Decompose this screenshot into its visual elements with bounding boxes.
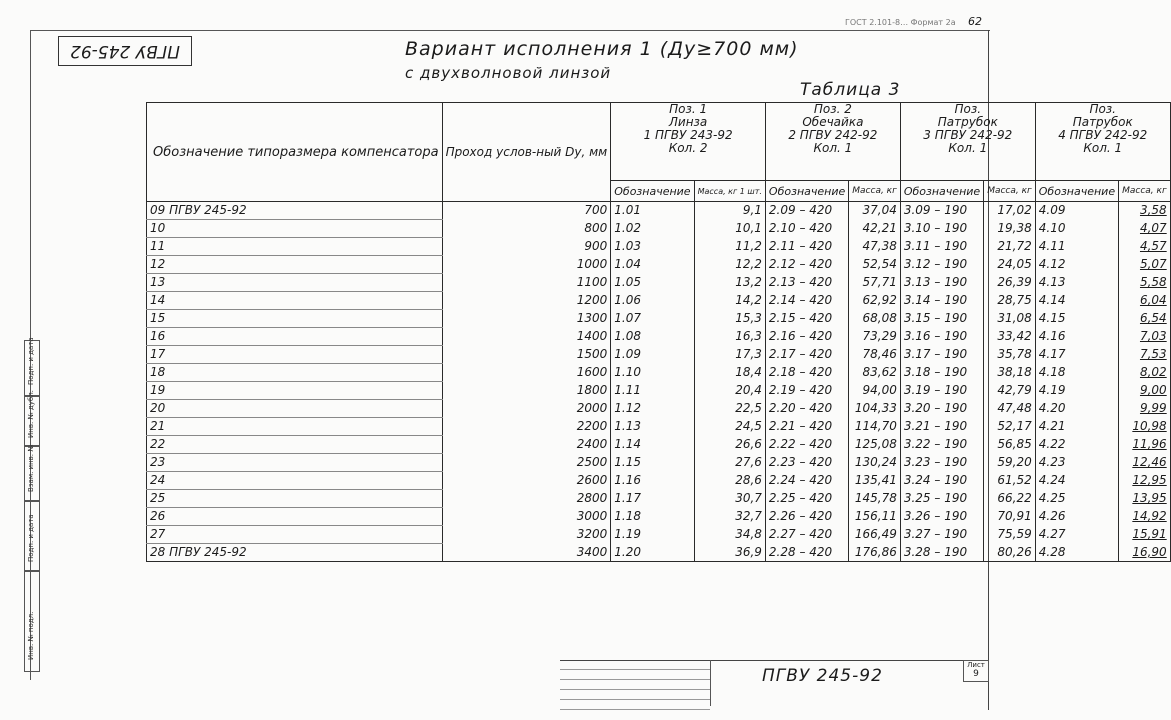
lens-mass: 27,6 <box>694 454 765 472</box>
variant-title: Вариант исполнения 1 (Ду≥700 мм) <box>405 38 799 60</box>
pipe3-designation: 3.13 – 190 <box>900 274 983 292</box>
nominal-diameter: 900 <box>442 238 611 256</box>
row-designation: 28 ПГВУ 245-92 <box>147 544 443 562</box>
pipe4-designation: 4.22 <box>1035 436 1118 454</box>
pipe3-designation: 3.11 – 190 <box>900 238 983 256</box>
lens-designation: 1.03 <box>611 238 694 256</box>
lens-mass: 32,7 <box>694 508 765 526</box>
shell-designation: 2.26 – 420 <box>765 508 848 526</box>
pipe4-designation: 4.27 <box>1035 526 1118 544</box>
lens-mass: 15,3 <box>694 310 765 328</box>
shell-designation: 2.23 – 420 <box>765 454 848 472</box>
pipe4-mass: 6,04 <box>1119 292 1171 310</box>
shell-mass: 176,86 <box>849 544 901 562</box>
nominal-diameter: 2200 <box>442 418 611 436</box>
lens-designation: 1.06 <box>611 292 694 310</box>
lens-mass: 10,1 <box>694 220 765 238</box>
pipe4-mass: 5,58 <box>1119 274 1171 292</box>
shell-designation: 2.21 – 420 <box>765 418 848 436</box>
row-designation: 17 <box>147 346 443 364</box>
table-row <box>147 400 1171 418</box>
shell-mass: 156,11 <box>849 508 901 526</box>
row-designation: 11 <box>147 238 443 256</box>
sub-header-mass: Масса, кг <box>984 181 1036 202</box>
shell-designation: 2.18 – 420 <box>765 364 848 382</box>
lens-designation: 1.17 <box>611 490 694 508</box>
title-block-grid <box>560 660 711 706</box>
shell-designation: 2.17 – 420 <box>765 346 848 364</box>
row-designation: 16 <box>147 328 443 346</box>
shell-mass: 47,38 <box>849 238 901 256</box>
row-designation: 18 <box>147 364 443 382</box>
shell-designation: 2.12 – 420 <box>765 256 848 274</box>
pipe3-designation: 3.12 – 190 <box>900 256 983 274</box>
pipe3-mass: 59,20 <box>984 454 1036 472</box>
row-designation: 25 <box>147 490 443 508</box>
pipe3-mass: 28,75 <box>984 292 1036 310</box>
group-line: Патрубок <box>1072 115 1133 129</box>
strip-label: Подп. и дата <box>27 514 35 562</box>
group-line: Кол. 1 <box>948 141 988 155</box>
shell-designation: 2.11 – 420 <box>765 238 848 256</box>
shell-mass: 73,29 <box>849 328 901 346</box>
pipe4-designation: 4.13 <box>1035 274 1118 292</box>
shell-mass: 130,24 <box>849 454 901 472</box>
nominal-diameter: 1800 <box>442 382 611 400</box>
table-row <box>147 310 1171 328</box>
shell-mass: 57,71 <box>849 274 901 292</box>
pipe3-mass: 33,42 <box>984 328 1036 346</box>
pipe3-mass: 75,59 <box>984 526 1036 544</box>
compensator-table <box>146 102 1171 562</box>
pipe3-mass: 80,26 <box>984 544 1036 562</box>
pipe4-designation: 4.23 <box>1035 454 1118 472</box>
strip-label: Подп. и дата <box>27 337 35 385</box>
table-row <box>147 508 1171 526</box>
pipe4-designation: 4.19 <box>1035 382 1118 400</box>
pipe3-mass: 38,18 <box>984 364 1036 382</box>
nominal-diameter: 1400 <box>442 328 611 346</box>
nominal-diameter: 1300 <box>442 310 611 328</box>
pipe4-designation: 4.14 <box>1035 292 1118 310</box>
lens-designation: 1.16 <box>611 472 694 490</box>
pipe3-mass: 61,52 <box>984 472 1036 490</box>
lens-designation: 1.04 <box>611 256 694 274</box>
table-row <box>147 526 1171 544</box>
header-group-pipe-3 <box>900 103 1035 181</box>
pipe3-designation: 3.21 – 190 <box>900 418 983 436</box>
pipe3-mass: 31,08 <box>984 310 1036 328</box>
pipe3-designation: 3.23 – 190 <box>900 454 983 472</box>
sub-header-mass-unit: Масса, кг 1 шт. <box>694 181 765 202</box>
table-row <box>147 220 1171 238</box>
shell-designation: 2.15 – 420 <box>765 310 848 328</box>
pipe4-designation: 4.09 <box>1035 202 1118 220</box>
pipe4-designation: 4.10 <box>1035 220 1118 238</box>
sheet-label: Лист <box>967 661 985 669</box>
shell-mass: 83,62 <box>849 364 901 382</box>
table-row <box>147 382 1171 400</box>
row-designation: 22 <box>147 436 443 454</box>
header-designation: Обозначение типоразмера компенсатора <box>147 103 443 202</box>
shell-mass: 166,49 <box>849 526 901 544</box>
pipe4-mass: 7,53 <box>1119 346 1171 364</box>
pipe4-designation: 4.25 <box>1035 490 1118 508</box>
shell-mass: 62,92 <box>849 292 901 310</box>
pipe4-designation: 4.28 <box>1035 544 1118 562</box>
row-designation: 27 <box>147 526 443 544</box>
lens-mass: 26,6 <box>694 436 765 454</box>
pipe4-mass: 8,02 <box>1119 364 1171 382</box>
nominal-diameter: 1200 <box>442 292 611 310</box>
pipe3-mass: 52,17 <box>984 418 1036 436</box>
sub-header-mass: Масса, кг <box>1119 181 1171 202</box>
shell-mass: 78,46 <box>849 346 901 364</box>
table-row <box>147 454 1171 472</box>
pipe4-designation: 4.17 <box>1035 346 1118 364</box>
pipe3-designation: 3.09 – 190 <box>900 202 983 220</box>
shell-designation: 2.28 – 420 <box>765 544 848 562</box>
group-line: Кол. 1 <box>813 141 853 155</box>
pipe3-mass: 70,91 <box>984 508 1036 526</box>
pipe3-mass: 24,05 <box>984 256 1036 274</box>
lens-mass: 11,2 <box>694 238 765 256</box>
nominal-diameter: 2500 <box>442 454 611 472</box>
table-row <box>147 544 1171 562</box>
lens-mass: 12,2 <box>694 256 765 274</box>
pipe3-designation: 3.22 – 190 <box>900 436 983 454</box>
lens-designation: 1.01 <box>611 202 694 220</box>
shell-mass: 104,33 <box>849 400 901 418</box>
table-row <box>147 202 1171 220</box>
row-designation: 19 <box>147 382 443 400</box>
lens-mass: 22,5 <box>694 400 765 418</box>
row-designation: 15 <box>147 310 443 328</box>
pipe4-mass: 9,99 <box>1119 400 1171 418</box>
pipe4-mass: 3,58 <box>1119 202 1171 220</box>
pipe4-mass: 15,91 <box>1119 526 1171 544</box>
shell-mass: 68,08 <box>849 310 901 328</box>
nominal-diameter: 3000 <box>442 508 611 526</box>
sub-header-designation: Обозначение <box>1035 181 1118 202</box>
pipe3-designation: 3.10 – 190 <box>900 220 983 238</box>
lens-mass: 14,2 <box>694 292 765 310</box>
pipe4-designation: 4.24 <box>1035 472 1118 490</box>
pipe3-mass: 17,02 <box>984 202 1036 220</box>
lens-mass: 24,5 <box>694 418 765 436</box>
lens-mass: 13,2 <box>694 274 765 292</box>
lens-mass: 28,6 <box>694 472 765 490</box>
table-row <box>147 418 1171 436</box>
lens-designation: 1.07 <box>611 310 694 328</box>
pipe3-designation: 3.14 – 190 <box>900 292 983 310</box>
shell-designation: 2.10 – 420 <box>765 220 848 238</box>
group-line: Линза <box>668 115 708 129</box>
pipe3-mass: 56,85 <box>984 436 1036 454</box>
nominal-diameter: 2800 <box>442 490 611 508</box>
pipe4-mass: 5,07 <box>1119 256 1171 274</box>
pipe4-designation: 4.21 <box>1035 418 1118 436</box>
group-line: Поз. <box>954 102 982 116</box>
pipe4-mass: 14,92 <box>1119 508 1171 526</box>
shell-mass: 114,70 <box>849 418 901 436</box>
pipe3-mass: 42,79 <box>984 382 1036 400</box>
shell-mass: 94,00 <box>849 382 901 400</box>
shell-designation: 2.14 – 420 <box>765 292 848 310</box>
lens-designation: 1.19 <box>611 526 694 544</box>
pipe4-mass: 4,57 <box>1119 238 1171 256</box>
table-row <box>147 292 1171 310</box>
table-row <box>147 346 1171 364</box>
lens-designation: 1.12 <box>611 400 694 418</box>
sub-header-mass: Масса, кг <box>849 181 901 202</box>
nominal-diameter: 1500 <box>442 346 611 364</box>
lens-designation: 1.05 <box>611 274 694 292</box>
row-designation: 10 <box>147 220 443 238</box>
sub-header-designation: Обозначение <box>900 181 983 202</box>
table-row <box>147 490 1171 508</box>
pipe3-designation: 3.16 – 190 <box>900 328 983 346</box>
pipe3-mass: 35,78 <box>984 346 1036 364</box>
header-group-lens <box>611 103 766 181</box>
pipe3-mass: 21,72 <box>984 238 1036 256</box>
pipe4-mass: 6,54 <box>1119 310 1171 328</box>
table-row <box>147 436 1171 454</box>
strip-label: Инв. № подл. <box>27 611 35 660</box>
table-row <box>147 238 1171 256</box>
row-designation: 09 ПГВУ 245-92 <box>147 202 443 220</box>
lens-mass: 20,4 <box>694 382 765 400</box>
nominal-diameter: 2000 <box>442 400 611 418</box>
pipe3-mass: 66,22 <box>984 490 1036 508</box>
shell-designation: 2.16 – 420 <box>765 328 848 346</box>
table-row <box>147 256 1171 274</box>
nominal-diameter: 3400 <box>442 544 611 562</box>
lens-mass: 34,8 <box>694 526 765 544</box>
pipe4-mass: 13,95 <box>1119 490 1171 508</box>
pipe3-mass: 26,39 <box>984 274 1036 292</box>
nominal-diameter: 1600 <box>442 364 611 382</box>
pipe3-designation: 3.27 – 190 <box>900 526 983 544</box>
pipe4-mass: 16,90 <box>1119 544 1171 562</box>
table-row <box>147 364 1171 382</box>
pipe4-designation: 4.12 <box>1035 256 1118 274</box>
lens-designation: 1.02 <box>611 220 694 238</box>
group-line: Поз. 2 <box>813 102 852 116</box>
pipe3-designation: 3.18 – 190 <box>900 364 983 382</box>
lens-mass: 17,3 <box>694 346 765 364</box>
sub-header-designation: Обозначение <box>611 181 694 202</box>
shell-designation: 2.20 – 420 <box>765 400 848 418</box>
shell-mass: 145,78 <box>849 490 901 508</box>
shell-mass: 52,54 <box>849 256 901 274</box>
row-designation: 14 <box>147 292 443 310</box>
nominal-diameter: 3200 <box>442 526 611 544</box>
row-designation: 23 <box>147 454 443 472</box>
strip-label: Инв. № дубл. <box>27 390 35 438</box>
shell-designation: 2.25 – 420 <box>765 490 848 508</box>
row-designation: 20 <box>147 400 443 418</box>
nominal-diameter: 800 <box>442 220 611 238</box>
lens-designation: 1.15 <box>611 454 694 472</box>
pipe4-designation: 4.16 <box>1035 328 1118 346</box>
pipe4-designation: 4.20 <box>1035 400 1118 418</box>
pipe4-mass: 12,46 <box>1119 454 1171 472</box>
lens-designation: 1.10 <box>611 364 694 382</box>
table-row <box>147 328 1171 346</box>
table-row <box>147 274 1171 292</box>
shell-designation: 2.19 – 420 <box>765 382 848 400</box>
pipe4-designation: 4.15 <box>1035 310 1118 328</box>
lens-mass: 30,7 <box>694 490 765 508</box>
group-line: 2 ПГВУ 242-92 <box>788 128 878 142</box>
rotated-doc-code: ПГВУ 245-92 <box>58 36 192 66</box>
group-line: Кол. 1 <box>1083 141 1123 155</box>
pipe4-mass: 4,07 <box>1119 220 1171 238</box>
title-block-doc-code: ПГВУ 245-92 <box>762 666 883 686</box>
left-margin-strip <box>0 337 40 680</box>
pipe3-designation: 3.19 – 190 <box>900 382 983 400</box>
pipe3-mass: 47,48 <box>984 400 1036 418</box>
pipe3-designation: 3.28 – 190 <box>900 544 983 562</box>
sub-header-designation: Обозначение <box>765 181 848 202</box>
nominal-diameter: 2400 <box>442 436 611 454</box>
nominal-diameter: 2600 <box>442 472 611 490</box>
page-number: 62 <box>968 15 982 28</box>
lens-designation: 1.14 <box>611 436 694 454</box>
shell-mass: 135,41 <box>849 472 901 490</box>
pipe3-designation: 3.17 – 190 <box>900 346 983 364</box>
lens-mass: 36,9 <box>694 544 765 562</box>
shell-designation: 2.22 – 420 <box>765 436 848 454</box>
header-group-shell <box>765 103 900 181</box>
group-line: 1 ПГВУ 243-92 <box>643 128 733 142</box>
lens-designation: 1.18 <box>611 508 694 526</box>
pipe3-designation: 3.24 – 190 <box>900 472 983 490</box>
variant-subtitle: с двухволновой линзой <box>405 64 612 82</box>
pipe3-designation: 3.15 – 190 <box>900 310 983 328</box>
pipe4-mass: 9,00 <box>1119 382 1171 400</box>
table-body <box>147 202 1171 562</box>
group-line: 3 ПГВУ 242-92 <box>923 128 1013 142</box>
standard-note: ГОСТ 2.101-8… Формат 2а <box>845 18 956 27</box>
row-designation: 12 <box>147 256 443 274</box>
sheet-number: 9 <box>973 669 979 679</box>
group-line: Патрубок <box>937 115 998 129</box>
group-line: Кол. 2 <box>668 141 708 155</box>
pipe4-mass: 7,03 <box>1119 328 1171 346</box>
row-designation: 26 <box>147 508 443 526</box>
header-group-pipe-4 <box>1035 103 1170 181</box>
shell-mass: 125,08 <box>849 436 901 454</box>
pipe3-designation: 3.20 – 190 <box>900 400 983 418</box>
group-line: Поз. <box>1089 102 1116 116</box>
lens-designation: 1.13 <box>611 418 694 436</box>
nominal-diameter: 700 <box>442 202 611 220</box>
shell-mass: 42,21 <box>849 220 901 238</box>
table-row <box>147 472 1171 490</box>
pipe4-mass: 12,95 <box>1119 472 1171 490</box>
lens-designation: 1.20 <box>611 544 694 562</box>
group-line: Обечайка <box>802 115 864 129</box>
lens-designation: 1.09 <box>611 346 694 364</box>
lens-mass: 9,1 <box>694 202 765 220</box>
row-designation: 24 <box>147 472 443 490</box>
row-designation: 13 <box>147 274 443 292</box>
nominal-diameter: 1000 <box>442 256 611 274</box>
pipe3-designation: 3.25 – 190 <box>900 490 983 508</box>
shell-designation: 2.27 – 420 <box>765 526 848 544</box>
header-passage: Проход услов-ный Dу, мм <box>442 103 611 202</box>
lens-designation: 1.08 <box>611 328 694 346</box>
lens-mass: 18,4 <box>694 364 765 382</box>
shell-mass: 37,04 <box>849 202 901 220</box>
lens-designation: 1.11 <box>611 382 694 400</box>
group-line: 4 ПГВУ 242-92 <box>1058 128 1148 142</box>
shell-designation: 2.09 – 420 <box>765 202 848 220</box>
pipe4-designation: 4.11 <box>1035 238 1118 256</box>
pipe4-designation: 4.26 <box>1035 508 1118 526</box>
pipe3-designation: 3.26 – 190 <box>900 508 983 526</box>
frame-top-line <box>30 30 990 31</box>
lens-mass: 16,3 <box>694 328 765 346</box>
shell-designation: 2.13 – 420 <box>765 274 848 292</box>
row-designation: 21 <box>147 418 443 436</box>
pipe4-mass: 11,96 <box>1119 436 1171 454</box>
strip-label: Взам. инв. № <box>27 444 35 492</box>
pipe3-mass: 19,38 <box>984 220 1036 238</box>
group-line: Поз. 1 <box>669 102 708 116</box>
nominal-diameter: 1100 <box>442 274 611 292</box>
table-number-label: Таблица 3 <box>800 80 901 100</box>
pipe4-designation: 4.18 <box>1035 364 1118 382</box>
shell-designation: 2.24 – 420 <box>765 472 848 490</box>
pipe4-mass: 10,98 <box>1119 418 1171 436</box>
title-block-sheet <box>963 660 989 682</box>
